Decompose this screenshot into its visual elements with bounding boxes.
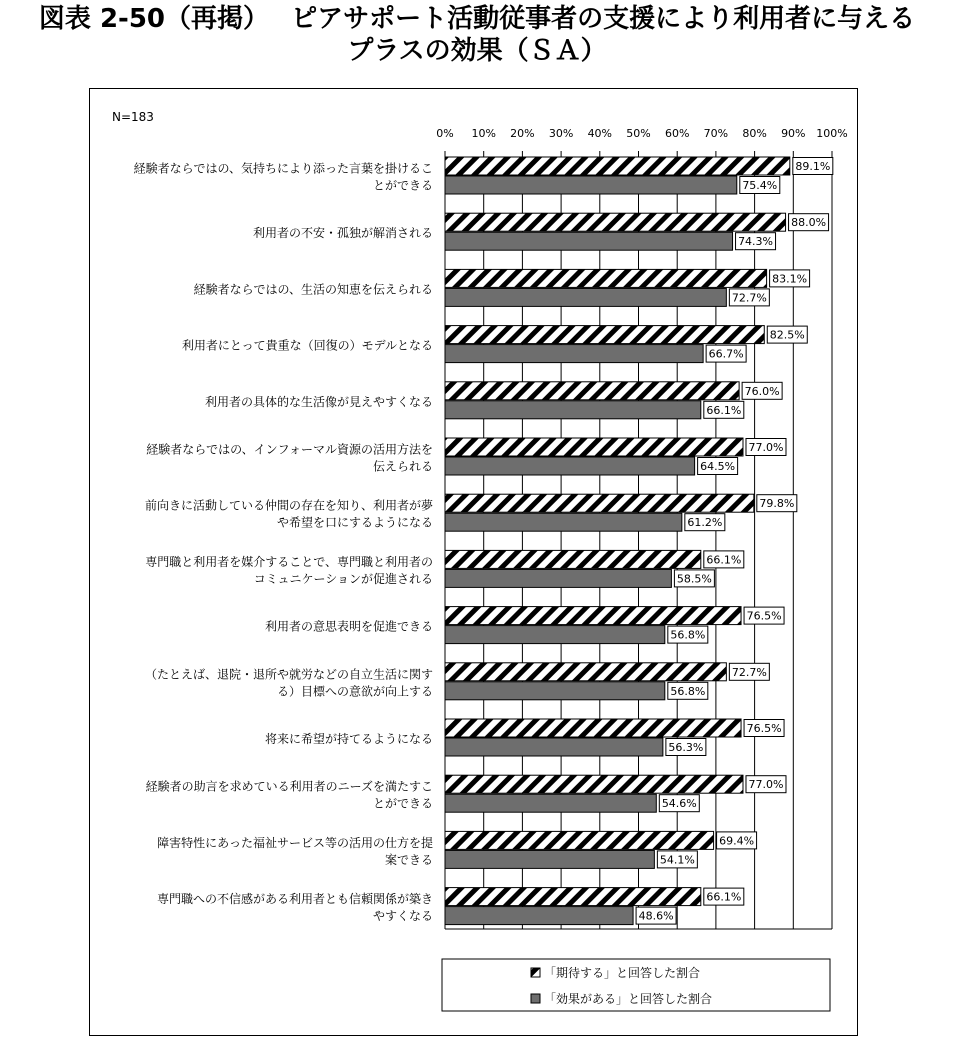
bar-expect: [445, 269, 767, 287]
category-label: （たとえば、退院・退所や就労などの自立生活に関す: [144, 667, 433, 682]
data-label-effect: 72.7%: [731, 291, 767, 305]
category-label: る）目標への意欲が向上する: [276, 684, 433, 699]
category-label: コミュニケーションが促進される: [253, 571, 433, 586]
bar-expect: [445, 888, 701, 906]
data-label-expect: 79.8%: [759, 497, 795, 511]
bar-expect: [445, 382, 739, 400]
data-label-effect: 54.1%: [659, 853, 695, 867]
category-label: 経験者ならではの、生活の知恵を伝えられる: [193, 282, 433, 297]
data-label-expect: 89.1%: [795, 160, 831, 173]
data-label-effect: 64.5%: [700, 460, 736, 473]
bar-expect: [445, 607, 741, 625]
bar-effect: [445, 850, 654, 868]
category-label: 専門職と利用者を媒介することで、専門職と利用者の: [145, 554, 433, 569]
category-label: やすくなる: [372, 909, 433, 924]
legend-label-expect: 「期待する」と回答した割合: [544, 966, 701, 980]
category-label: 前向きに活動している仲間の存在を知り、利用者が夢: [144, 498, 433, 513]
bar-expect: [445, 494, 754, 512]
bar-effect: [445, 176, 737, 194]
data-label-expect: 76.0%: [744, 384, 780, 398]
category-label: とができる: [372, 178, 433, 193]
bar-effect: [445, 401, 701, 419]
chart-title-line2: プラスの効果（ＳＡ）: [347, 36, 607, 66]
data-label-effect: 56.8%: [670, 628, 706, 642]
data-label-effect: 58.5%: [676, 572, 712, 586]
legend-swatch-expect: [531, 968, 540, 977]
data-label-effect: 48.6%: [638, 909, 674, 923]
category-label: 利用者の意思表明を促進できる: [264, 619, 433, 634]
x-tick-label: 0%: [436, 127, 454, 140]
category-label: 障害特性にあった福祉サービス等の活用の仕方を提: [157, 835, 433, 850]
bar-effect: [445, 345, 703, 363]
bar-effect: [445, 682, 665, 700]
bar-expect: [445, 831, 714, 849]
category-label: 利用者の具体的な生活像が見えやすくなる: [204, 394, 433, 409]
data-label-effect: 66.1%: [706, 403, 742, 417]
bar-expect: [445, 438, 743, 456]
category-label: 経験者ならではの、インフォーマル資源の活用方法を: [146, 442, 433, 457]
bar-expect: [445, 213, 786, 231]
category-label: や希望を口にするようになる: [276, 515, 433, 530]
chart-title-line1: 図表 2-50（再掲） ピアサポート活動従事者の支援により利用者に与える: [38, 4, 916, 34]
data-label-expect: 66.1%: [706, 553, 742, 567]
data-label-effect: 61.2%: [687, 516, 723, 530]
category-label: 伝えられる: [372, 459, 433, 474]
bar-effect: [445, 513, 682, 531]
bar-effect: [445, 626, 665, 644]
x-tick-label: 100%: [816, 127, 848, 140]
data-label-expect: 88.0%: [791, 216, 827, 230]
bar-effect: [445, 794, 656, 812]
bar-expect: [445, 775, 743, 793]
sample-size-note: N=183: [112, 110, 154, 124]
bar-expect: [445, 550, 701, 568]
data-label-effect: 56.3%: [668, 741, 704, 754]
data-label-expect: 82.5%: [769, 328, 805, 342]
data-label-expect: 72.7%: [731, 665, 767, 679]
category-label: 利用者の不安・孤独が解消される: [252, 226, 433, 241]
data-label-expect: 77.0%: [748, 441, 784, 454]
data-label-expect: 76.5%: [746, 722, 782, 735]
category-label: 経験者の助言を求めている利用者のニーズを満たすこ: [145, 779, 433, 794]
category-label: とができる: [372, 796, 433, 811]
bar-effect: [445, 457, 695, 475]
data-label-effect: 74.3%: [738, 235, 774, 249]
bar-expect: [445, 663, 726, 681]
legend-swatch-effect: [531, 994, 540, 1003]
data-label-expect: 83.1%: [772, 272, 808, 286]
x-tick-label: 70%: [703, 127, 729, 140]
data-label-expect: 66.1%: [706, 890, 742, 904]
bar-effect: [445, 232, 733, 250]
x-tick-label: 40%: [587, 127, 613, 140]
x-tick-label: 50%: [626, 127, 651, 140]
bar-expect: [445, 157, 790, 175]
x-tick-label: 90%: [781, 127, 806, 140]
category-label: 利用者にとって貴重な（回復の）モデルとなる: [181, 338, 433, 353]
data-label-expect: 76.5%: [746, 609, 782, 623]
data-label-effect: 56.8%: [670, 684, 706, 698]
x-tick-label: 30%: [548, 127, 574, 140]
category-label: 案できる: [384, 852, 433, 867]
chart-frame: [89, 88, 858, 1036]
x-tick-label: 60%: [664, 127, 690, 140]
x-tick-label: 10%: [471, 127, 496, 140]
data-label-effect: 66.7%: [708, 347, 744, 361]
category-label: 経験者ならではの、気持ちにより添った言葉を掛けるこ: [133, 161, 433, 176]
data-label-effect: 54.6%: [661, 797, 697, 811]
bar-expect: [445, 719, 741, 737]
bar-effect: [445, 288, 726, 306]
data-label-expect: 69.4%: [719, 834, 755, 848]
bar-expect: [445, 326, 764, 344]
category-label: 将来に希望が持てるようになる: [264, 732, 433, 746]
bar-effect: [445, 907, 633, 925]
data-label-expect: 77.0%: [748, 778, 784, 792]
data-label-effect: 75.4%: [742, 179, 778, 192]
x-tick-label: 20%: [510, 127, 535, 140]
legend-label-effect: 「効果がある」と回答した割合: [544, 992, 713, 1006]
bar-chart: [90, 89, 857, 1035]
x-tick-label: 80%: [742, 127, 767, 140]
category-label: 専門職への不信感がある利用者とも信頼関係が築き: [156, 892, 433, 907]
bar-effect: [445, 738, 663, 756]
bar-effect: [445, 569, 671, 587]
